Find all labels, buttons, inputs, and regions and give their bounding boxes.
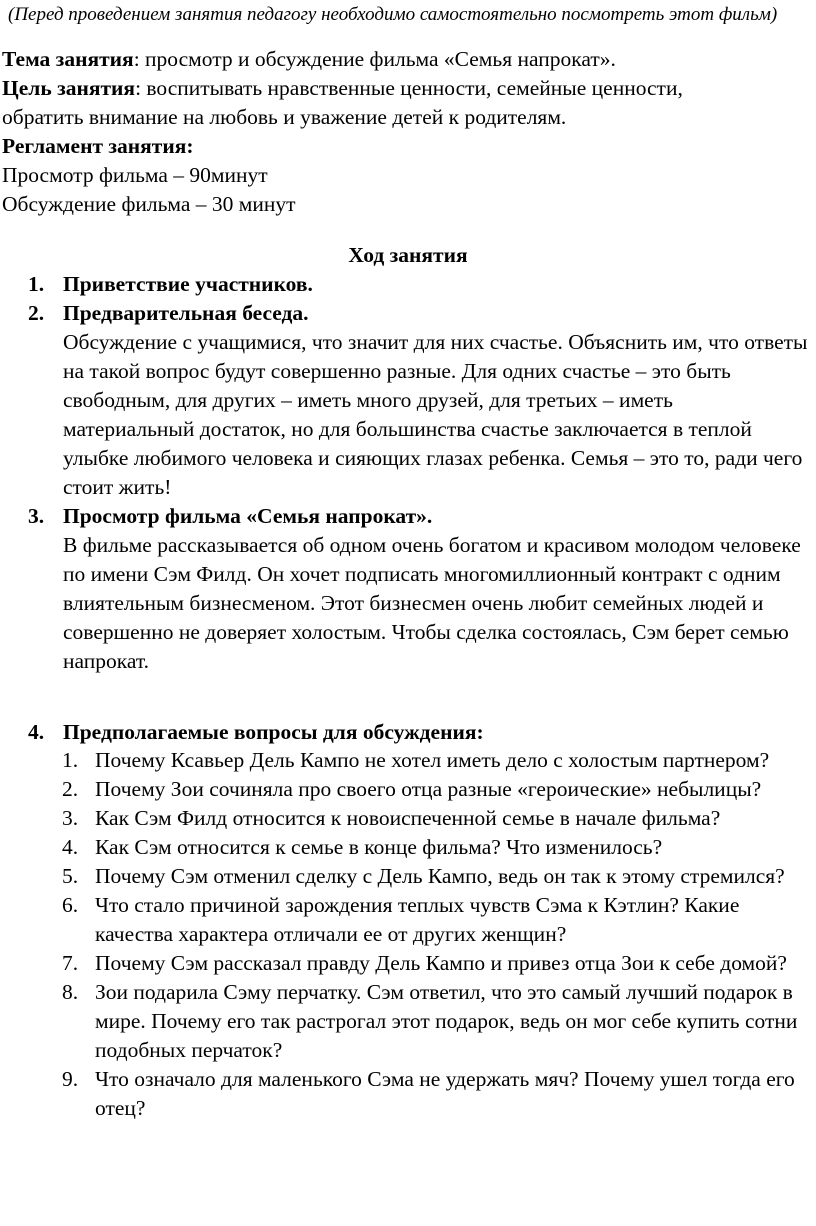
question-number: 1. bbox=[62, 748, 79, 772]
step-item bbox=[0, 718, 816, 747]
question-text: Зои подарила Сэму перчатку. Сэм ответил, что это самый лучший подарок в мире. Почему его так растрогал этот подарок, ведь он мог себе купить сотни подобных перчаток? bbox=[95, 980, 798, 1062]
question-text: Почему Сэм отменил сделку с Дель Кампо, ведь он так к этому стремился? bbox=[95, 864, 785, 888]
question-number: 6. bbox=[62, 893, 79, 917]
question-text: Что означало для маленького Сэма не удержать мяч? Почему ушел тогда его отец? bbox=[95, 1067, 795, 1120]
question-item bbox=[0, 1065, 810, 1123]
question-number: 4. bbox=[62, 835, 79, 859]
step-item bbox=[0, 299, 816, 502]
question-text: Почему Зои сочиняла про своего отца разные «героические» небылицы? bbox=[95, 777, 762, 801]
lesson-progress-heading: Ход занятия bbox=[348, 243, 468, 267]
lesson-info bbox=[2, 45, 814, 219]
question-number: 5. bbox=[62, 864, 79, 888]
step-title: Предполагаемые вопросы для обсуждения: bbox=[63, 720, 484, 744]
question-number: 9. bbox=[62, 1067, 79, 1091]
step-title: Просмотр фильма «Семья напрокат». bbox=[63, 504, 433, 528]
step-description: Обсуждение с учащимися, что значит для них счастье. Объяснить им, что ответы на такой вопрос будут совершенно разные. Для одних счастье – это быть свободным, для других – иметь много друзей, для третьих – иметь материальный достаток, но для большинства счастье заключается в теплой улыбке любимого человека и сияющих глазах ребенка. Семья – это то, ради чего стоит жить! bbox=[63, 330, 808, 499]
topic-line bbox=[2, 45, 814, 74]
discussion-questions bbox=[0, 746, 816, 1123]
step-number: 3. bbox=[28, 504, 45, 528]
schedule-label: Регламент занятия: bbox=[2, 134, 194, 158]
step-number: 1. bbox=[28, 272, 45, 296]
goal-text-2: обратить внимание на любовь и уважение детей к родителям. bbox=[2, 105, 567, 129]
question-item bbox=[0, 833, 810, 862]
steps-list-a bbox=[0, 270, 816, 676]
question-item bbox=[0, 746, 810, 775]
question-item bbox=[0, 862, 810, 891]
goal-label: Цель занятия bbox=[2, 76, 136, 100]
step-description: В фильме рассказывается об одном очень богатом и красивом молодом человеке по имени Сэм Филд. Он хочет подписать многомиллионный контракт с одним влиятельным бизнесменом. Этот бизнесмен очень любит семейных людей и совершенно не доверяет холостым. Чтобы сделка состоялась, Сэм берет семью напрокат. bbox=[63, 533, 801, 673]
step-title: Предварительная беседа. bbox=[63, 301, 309, 325]
question-text: Что стало причиной зарождения теплых чувств Сэма к Кэтлин? Какие качества характера отличали ее от других женщин? bbox=[95, 893, 740, 946]
step-title: Приветствие участников. bbox=[63, 272, 313, 296]
goal-line bbox=[2, 74, 814, 103]
step-item bbox=[0, 270, 816, 299]
preparation-note: (Перед проведением занятия педагогу необходимо самостоятельно посмотреть этот фильм) bbox=[8, 4, 778, 25]
step-number: 2. bbox=[28, 301, 45, 325]
question-item bbox=[0, 775, 810, 804]
question-item bbox=[0, 949, 810, 978]
question-text: Почему Ксавьер Дель Кампо не хотел иметь дело с холостым партнером? bbox=[95, 748, 770, 772]
question-number: 8. bbox=[62, 980, 79, 1004]
question-number: 7. bbox=[62, 951, 79, 975]
topic-text: : просмотр и обсуждение фильма «Семья напрокат». bbox=[133, 47, 616, 71]
question-item bbox=[0, 804, 810, 833]
schedule-item-discussion: Обсуждение фильма – 30 минут bbox=[2, 192, 296, 216]
goal-text-1: : воспитывать нравственные ценности, семейные ценности, bbox=[135, 76, 683, 100]
schedule-item-viewing: Просмотр фильма – 90минут bbox=[2, 163, 268, 187]
topic-label: Тема занятия bbox=[2, 47, 134, 71]
question-number: 2. bbox=[62, 777, 79, 801]
question-text: Почему Сэм рассказал правду Дель Кампо и привез отца Зои к себе домой? bbox=[95, 951, 787, 975]
step-number: 4. bbox=[28, 720, 45, 744]
step-item bbox=[0, 502, 816, 676]
question-item bbox=[0, 891, 810, 949]
question-text: Как Сэм относится к семье в конце фильма? Что изменилось? bbox=[95, 835, 663, 859]
question-item bbox=[0, 978, 810, 1065]
question-text: Как Сэм Филд относится к новоиспеченной семье в начале фильма? bbox=[95, 806, 721, 830]
question-number: 3. bbox=[62, 806, 79, 830]
steps-list-b bbox=[0, 718, 816, 747]
